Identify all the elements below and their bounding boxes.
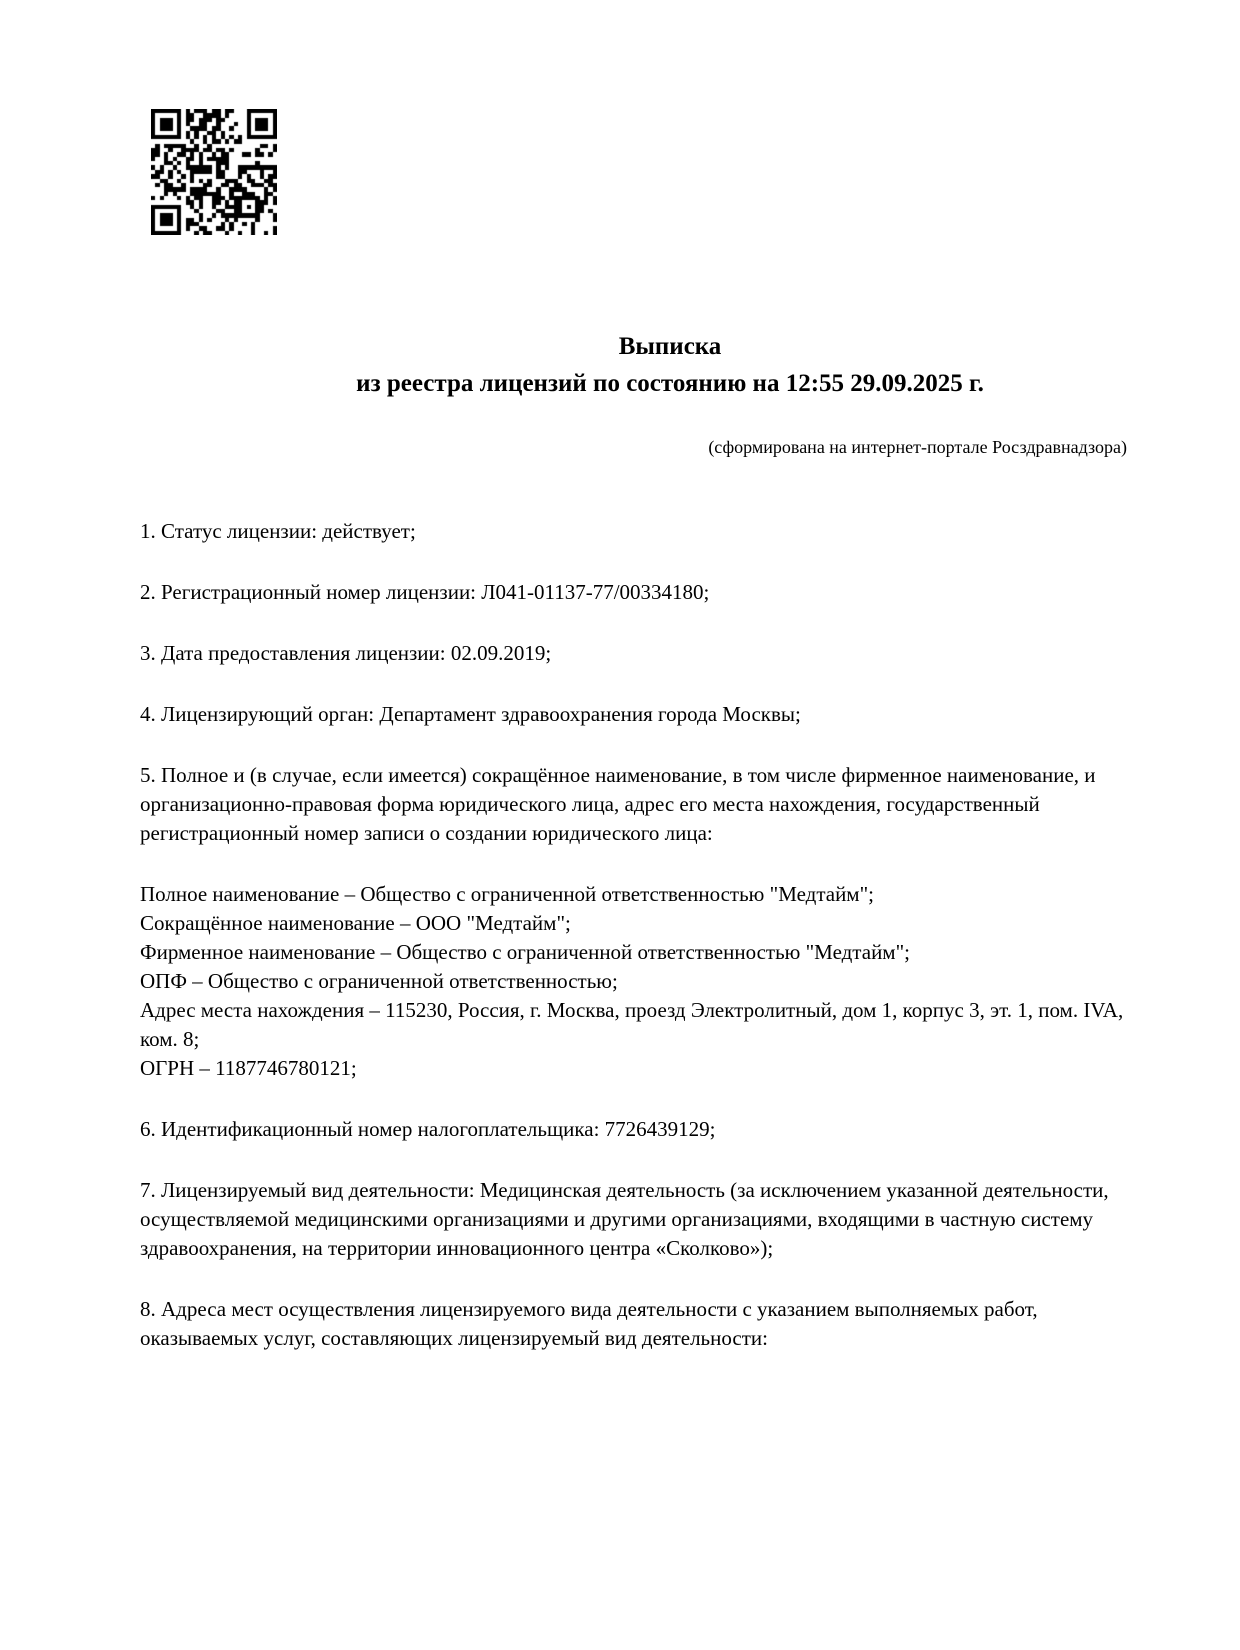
entity-details-block <box>140 880 1150 1083</box>
item-license-date: 3. Дата предоставления лицензии: 02.09.2019; <box>140 641 552 665</box>
item-licensing-authority: 4. Лицензирующий орган: Департамент здравоохранения города Москвы; <box>140 702 801 726</box>
item-taxpayer-number: 6. Идентификационный номер налогоплательщика: 7726439129; <box>140 1117 716 1141</box>
formation-note: (сформирована на интернет-портале Росздравнадзора) <box>708 437 1127 457</box>
item-activity-addresses-heading: 8. Адреса мест осуществления лицензируемого вида деятельности с указанием выполняемых работ, оказываемых услуг, составляющих лицензируемый вид деятельности: <box>140 1297 1038 1350</box>
page-title-line2: из реестра лицензий по состоянию на 12:55 29.09.2025 г. <box>356 370 984 397</box>
entity-brand-name: Фирменное наименование – Общество с ограниченной ответственностью "Медтайм"; <box>140 940 910 964</box>
item-registration-number: 2. Регистрационный номер лицензии: Л041-01137-77/00334180; <box>140 580 710 604</box>
entity-full-name: Полное наименование – Общество с ограниченной ответственностью "Медтайм"; <box>140 882 875 906</box>
qr-code <box>151 109 277 235</box>
entity-legal-form: ОПФ – Общество с ограниченной ответственностью; <box>140 969 618 993</box>
item-licensed-activity: 7. Лицензируемый вид деятельности: Медицинская деятельность (за исключением указанной деятельности, осуществляемой медицинскими организациями и другими организациями, входящими в частную систему здравоохранения, на территории инновационного центра «Сколково»); <box>140 1178 1109 1260</box>
item-license-status: 1. Статус лицензии: действует; <box>140 519 416 543</box>
entity-address: Адрес места нахождения – 115230, Россия, г. Москва, проезд Электролитный, дом 1, корпус 3, эт. 1, пом. IVA, ком. 8; <box>140 998 1124 1051</box>
page-title-line1: Выписка <box>618 333 722 360</box>
item-entity-names-heading: 5. Полное и (в случае, если имеется) сокращённое наименование, в том числе фирменное наименование, и организационно-правовая форма юридического лица, адрес его места нахождения, государственный регистрационный номер записи о создании юридического лица: <box>140 763 1096 845</box>
document-body <box>140 517 1150 1353</box>
entity-short-name: Сокращённое наименование – ООО "Медтайм"; <box>140 911 571 935</box>
entity-ogrn: ОГРН – 1187746780121; <box>140 1056 357 1080</box>
